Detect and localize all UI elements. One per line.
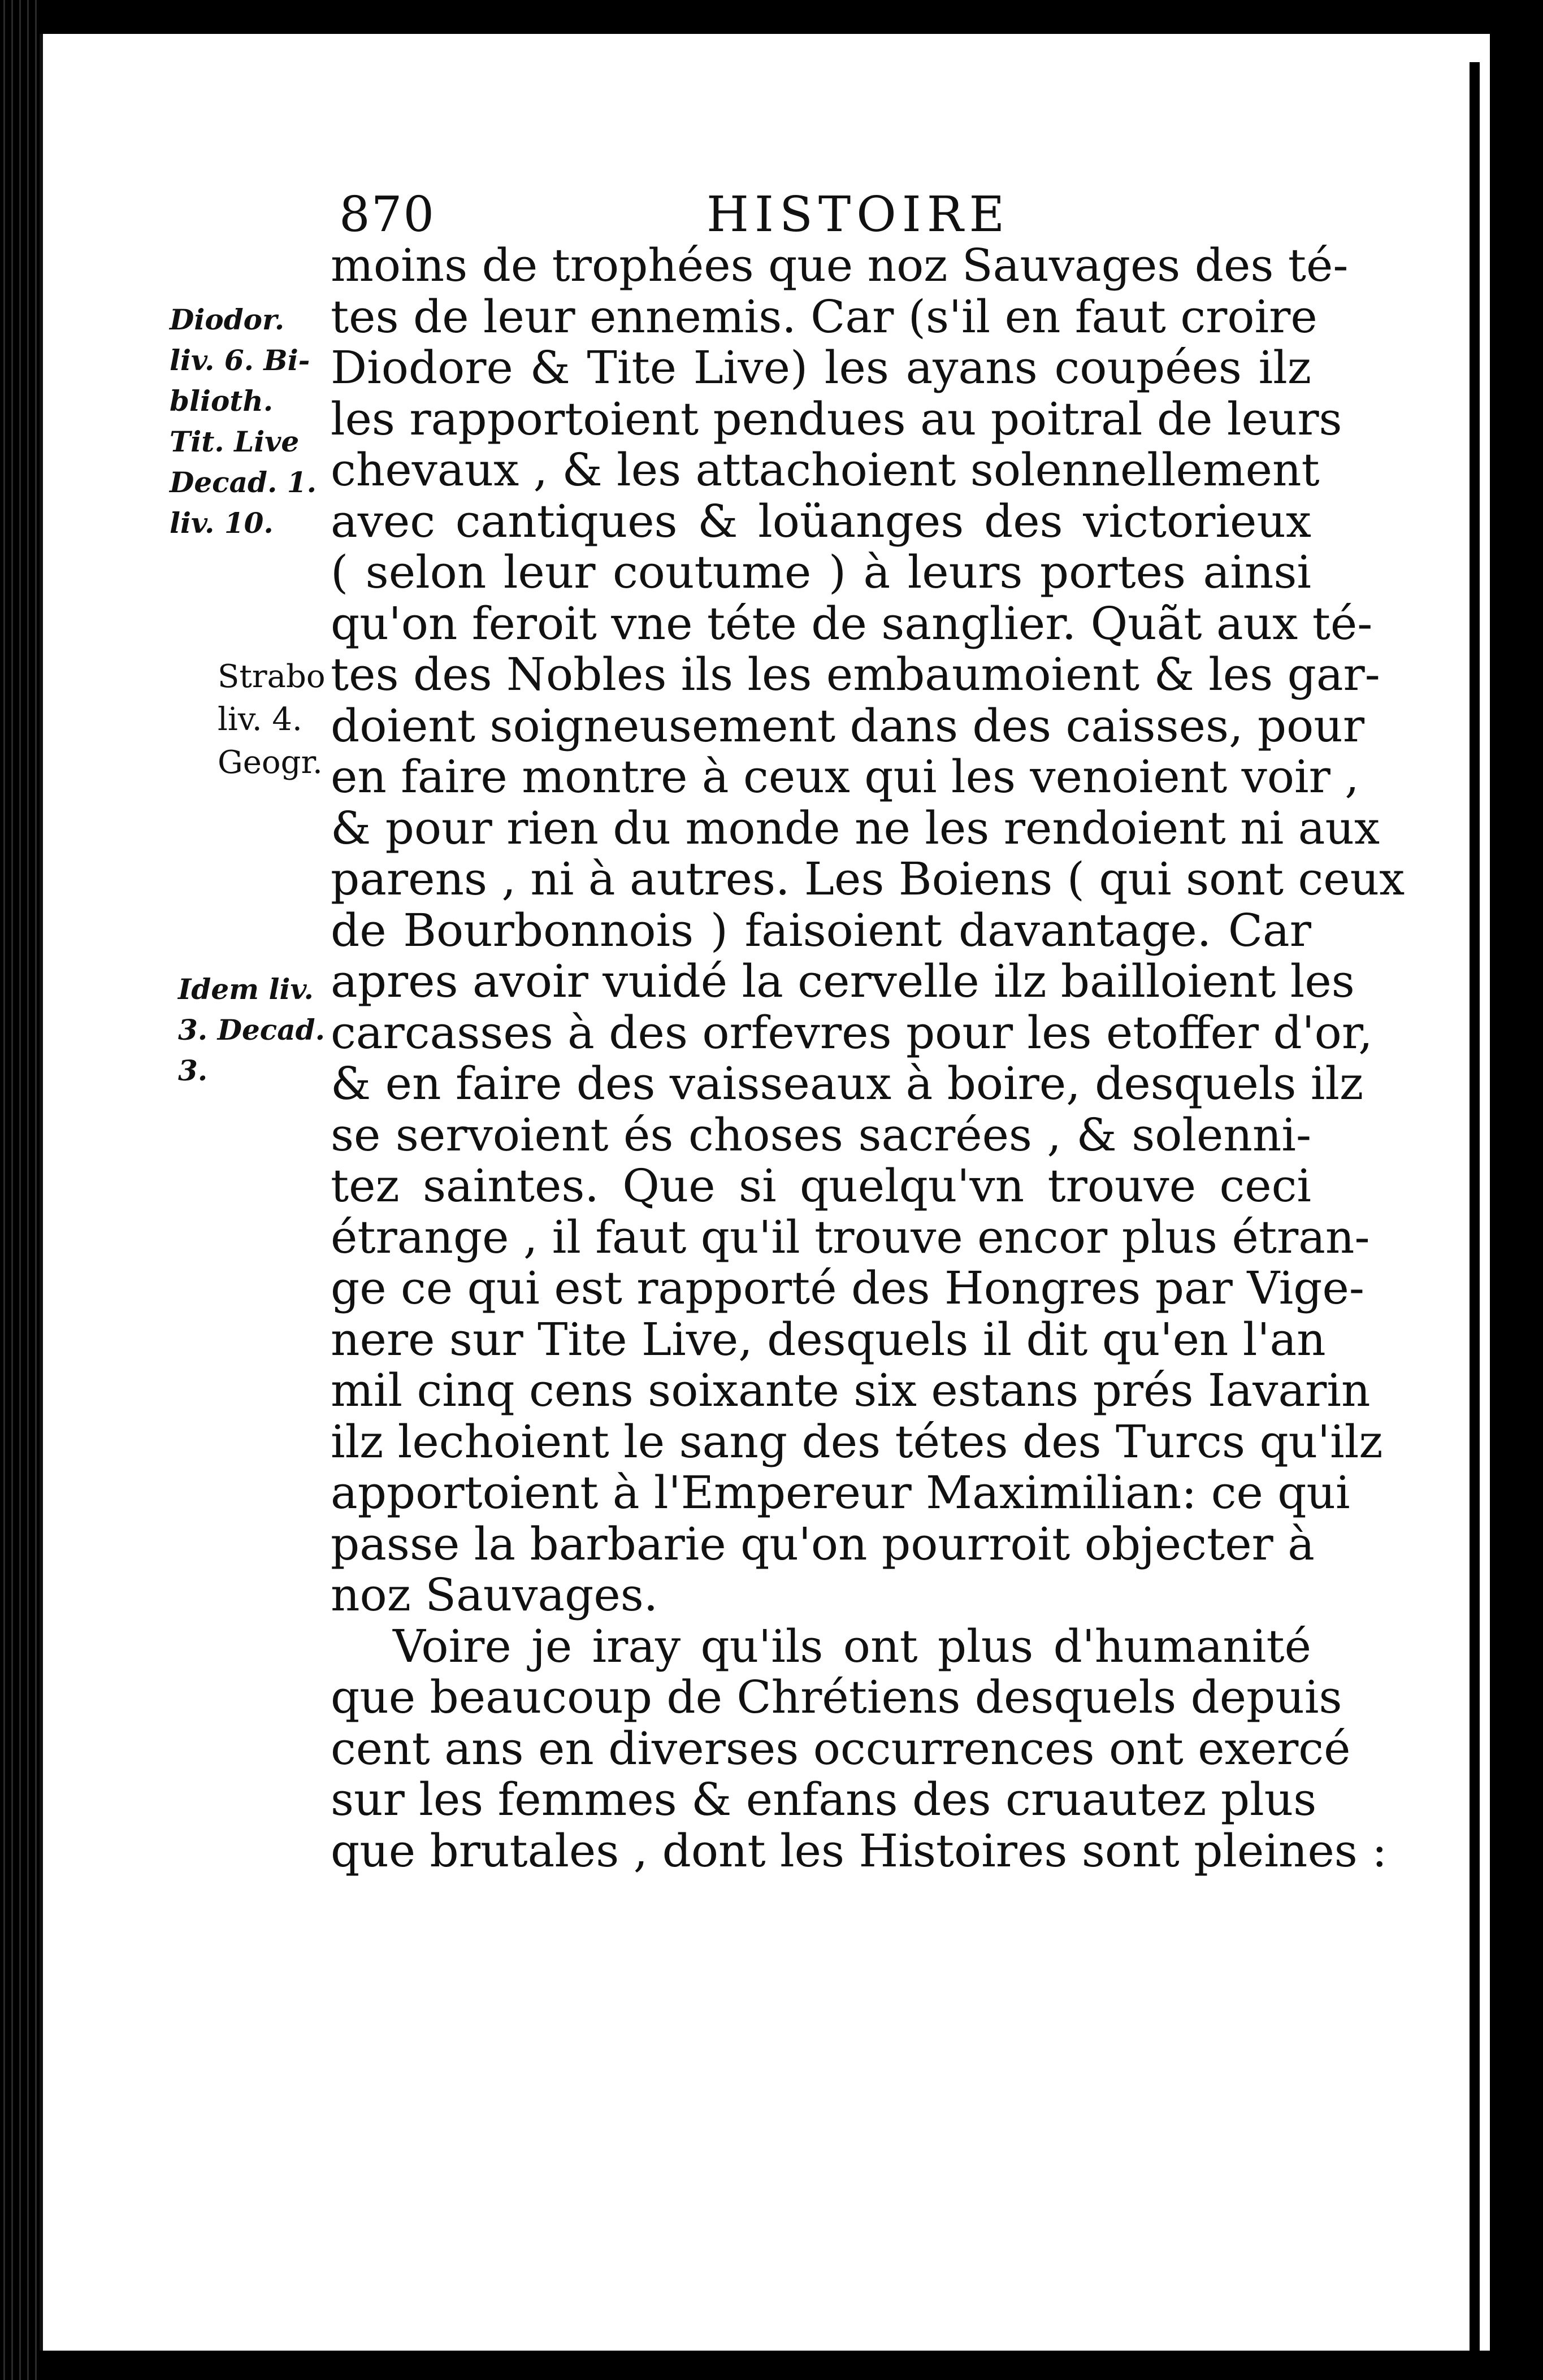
text-line: étrange , il faut qu'il trouve encor plus étran- (331, 1210, 1370, 1263)
text-line: apportoient à l'Empereur Maximilian: ce qui (331, 1466, 1350, 1519)
running-head: HISTOIRE (707, 186, 1011, 243)
text-line: Diodore & Tite Live) les ayans coupées ilz (331, 341, 1311, 394)
margin-note-line: 3. (178, 1054, 208, 1087)
text-line: tes des Nobles ils les embaumoient & les gar- (331, 648, 1380, 701)
margin-note-strabo (218, 655, 326, 784)
margin-note-diodore (170, 299, 317, 544)
text-line: carcasses à des orfevres pour les etoffer d'or, (331, 1006, 1373, 1059)
text-line: & en faire des vaisseaux à boire, desquels ilz (331, 1057, 1364, 1110)
text-line: se servoient és choses sacrées , & solenni- (331, 1108, 1311, 1161)
text-line: les rapportoient pendues au poitral de leurs (331, 392, 1342, 445)
margin-note-line: liv. 6. Bi- (170, 344, 310, 377)
margin-note-line: liv. 4. (218, 701, 302, 738)
page-number: 870 (339, 186, 436, 243)
margin-note-line: Idem liv. (178, 972, 314, 1006)
text-line: doient soigneusement dans des caisses, pour (331, 699, 1365, 752)
text-line: & pour rien du monde ne les rendoient ni aux (331, 801, 1380, 854)
text-line: que brutales , dont les Histoires sont pleines : (331, 1824, 1388, 1877)
margin-note-idem (178, 969, 325, 1091)
text-line: tez saintes. Que si quelqu'vn trouve ceci (331, 1159, 1311, 1212)
text-line: cent ans en diverses occurrences ont exercé (331, 1722, 1351, 1775)
margin-note-line: Geogr. (218, 744, 323, 781)
text-line: mil cinq cens soixante six estans prés Iavarin (331, 1364, 1371, 1417)
text-line: parens , ni à autres. Les Boiens ( qui sont ceux (331, 853, 1405, 905)
body-text (331, 239, 1405, 1877)
text-line: qu'on feroit vne téte de sanglier. Quãt aux té- (331, 597, 1373, 650)
text-line: de Bourbonnois ) faisoient davantage. Car (331, 904, 1311, 957)
margin-note-line: Diodor. (170, 303, 285, 336)
text-line: noz Sauvages. (331, 1569, 658, 1621)
margin-note-line: Tit. Live (170, 425, 300, 458)
text-line: tes de leur ennemis. Car (s'il en faut croire (331, 290, 1317, 343)
text-line: que beaucoup de Chrétiens desquels depuis (331, 1671, 1342, 1723)
text-line: moins de trophées que noz Sauvages des té- (331, 239, 1349, 292)
margin-note-line: Decad. 1. (170, 466, 317, 499)
text-line: nere sur Tite Live, desquels il dit qu'en l'an (331, 1313, 1326, 1366)
text-line: Voire je iray qu'ils ont plus d'humanité (393, 1619, 1311, 1673)
margin-note-line: blioth. (170, 384, 274, 418)
binding-gutter (0, 0, 40, 2380)
margin-note-line: liv. 10. (170, 506, 274, 540)
text-line: chevaux , & les attachoient solennellement (331, 444, 1320, 496)
text-line: avec cantiques & loüanges des victorieux (331, 494, 1311, 548)
text-line: ( selon leur coutume ) à leurs portes ainsi (331, 546, 1311, 598)
margin-note-line: Strabo (218, 658, 326, 695)
text-line: en faire montre à ceux qui les venoient voir , (331, 750, 1359, 803)
text-line: ge ce qui est rapporté des Hongres par Vige- (331, 1262, 1364, 1314)
text-line: apres avoir vuidé la cervelle ilz bailloient les (331, 955, 1355, 1007)
text-line: sur les femmes & enfans des cruautez plus (331, 1773, 1317, 1826)
page-edge-shadow (1470, 62, 1480, 2356)
text-line: passe la barbarie qu'on pourroit objecter à (331, 1517, 1315, 1570)
margin-note-line: 3. Decad. (178, 1013, 325, 1046)
text-line: ilz lechoient le sang des tétes des Turcs qu'ilz (331, 1415, 1383, 1468)
